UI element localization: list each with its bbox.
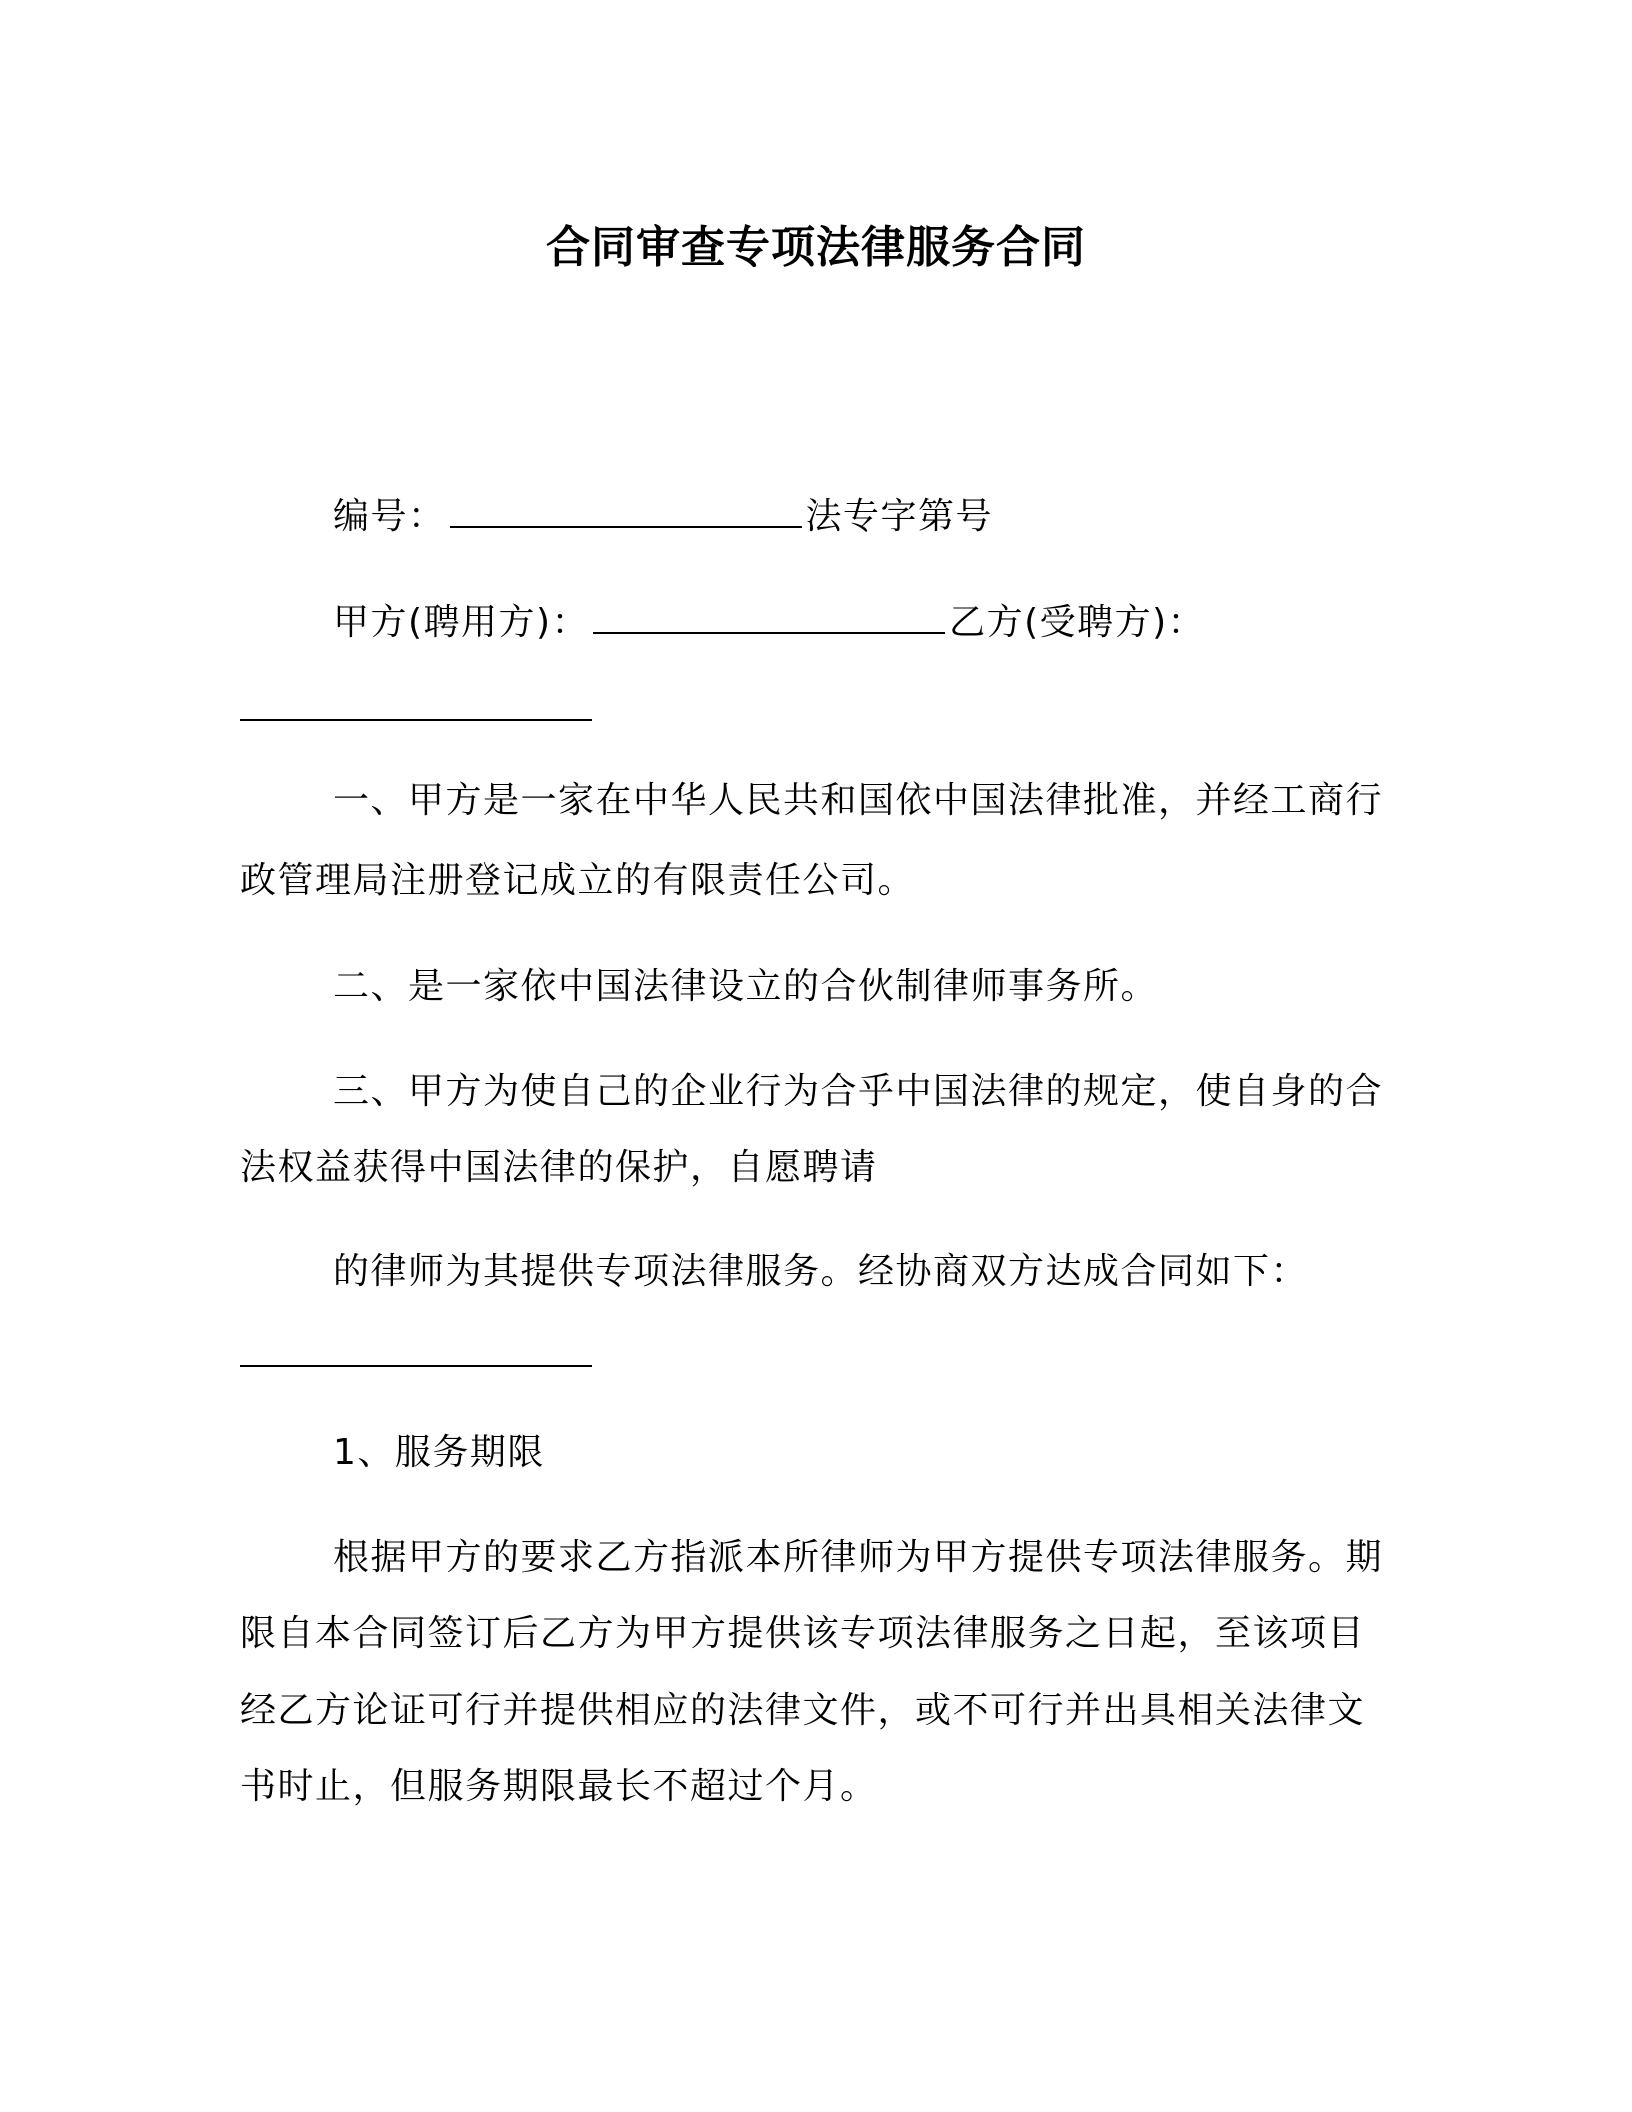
- parties-line: [333, 597, 1205, 649]
- number-suffix: 法专字第号: [805, 496, 994, 537]
- section-1-line-1: 根据甲方的要求乙方指派本所律师为甲方提供专项法律服务。期: [333, 1537, 1384, 1578]
- section-1-line-4: 书时止，但服务期限最长不超过个月。: [240, 1766, 878, 1807]
- number-line: [333, 491, 993, 543]
- clause-3-line-3: 的律师为其提供专项法律服务。经协商双方达成合同如下：: [333, 1251, 1309, 1292]
- number-label: 编号：: [333, 496, 446, 537]
- number-blank: [450, 496, 802, 528]
- party-a-blank: [593, 602, 945, 634]
- party-b-blank: [240, 719, 592, 721]
- document-title: 合同审查专项法律服务合同: [546, 222, 1086, 273]
- section-1-line-2: 限自本合同签订后乙方为甲方提供该专项法律服务之日起，至该项目: [240, 1613, 1366, 1654]
- clause-3-line-2: 法权益获得中国法律的保护，自愿聘请: [240, 1147, 878, 1188]
- clause-1-line-2: 政管理局注册登记成立的有限责任公司。: [240, 860, 916, 901]
- clause-2: 二、是一家依中国法律设立的合伙制律师事务所。: [333, 966, 1159, 1007]
- section-1-heading: 1、服务期限: [333, 1432, 545, 1473]
- party-a-label: 甲方(聘用方)：: [333, 602, 590, 643]
- party-b-label: 乙方(受聘方)：: [949, 602, 1206, 643]
- clause-1-line-1: 一、甲方是一家在中华人民共和国依中国法律批准，并经工商行: [333, 780, 1384, 821]
- section-1-line-3: 经乙方论证可行并提供相应的法律文件，或不可行并出具相关法律文: [240, 1690, 1366, 1731]
- clause-3-line-1: 三、甲方为使自己的企业行为合乎中国法律的规定，使自身的合: [333, 1071, 1384, 1112]
- agreement-blank: [240, 1365, 592, 1367]
